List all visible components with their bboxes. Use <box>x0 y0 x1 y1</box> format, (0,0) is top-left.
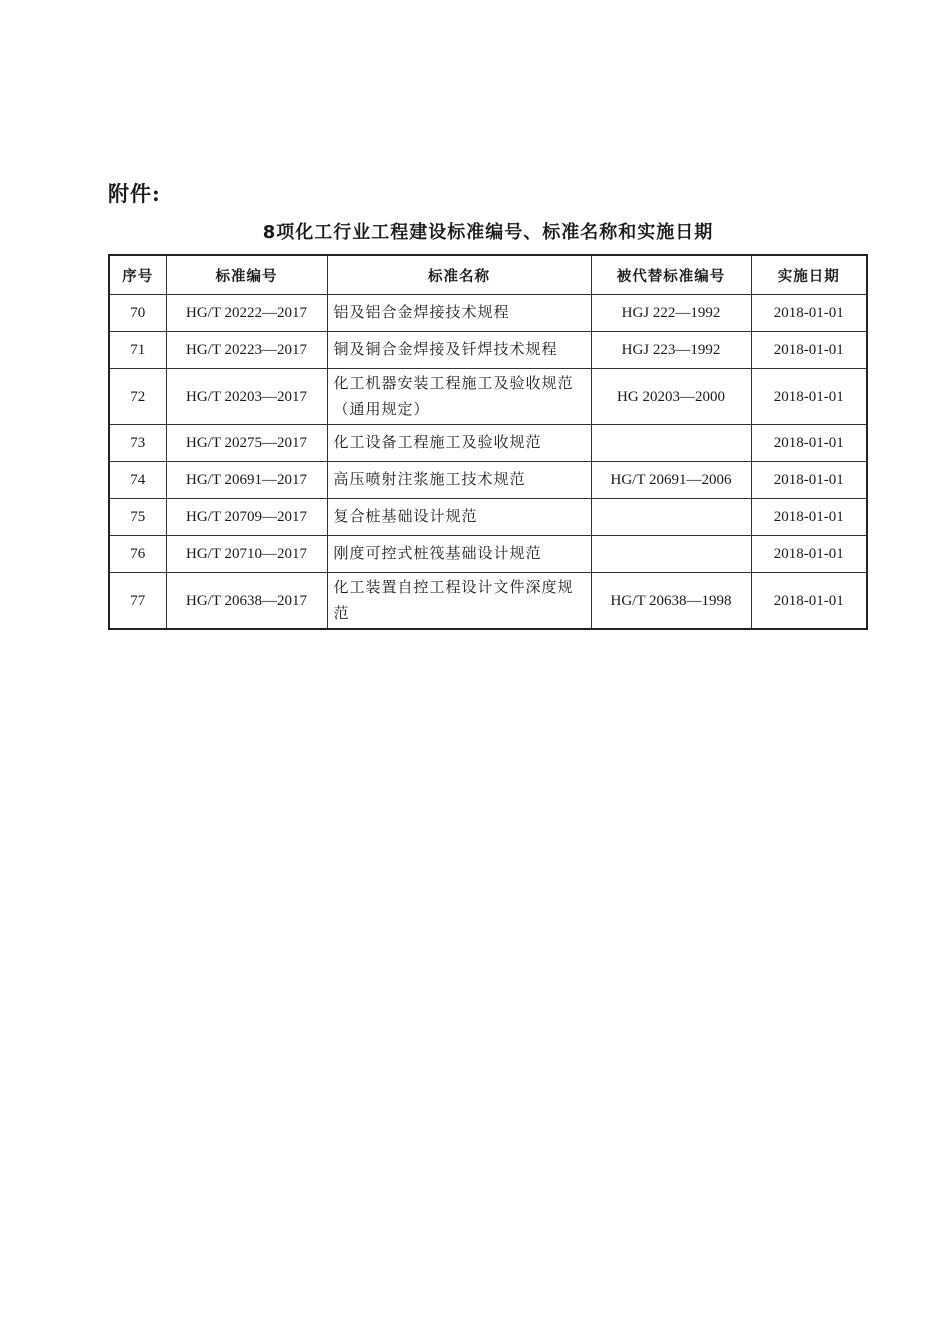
cell-date: 2018-01-01 <box>751 536 867 573</box>
table-row <box>109 462 867 499</box>
cell-code: HG/T 20691—2017 <box>166 462 327 499</box>
cell-name: 化工机器安装工程施工及验收规范（通用规定） <box>327 369 591 425</box>
cell-name: 铝及铝合金焊接技术规程 <box>327 295 591 332</box>
cell-seq: 77 <box>109 573 166 630</box>
cell-seq: 76 <box>109 536 166 573</box>
cell-seq: 71 <box>109 332 166 369</box>
header-replaced: 被代替标准编号 <box>591 255 751 295</box>
cell-code: HG/T 20710—2017 <box>166 536 327 573</box>
cell-seq: 70 <box>109 295 166 332</box>
header-seq: 序号 <box>109 255 166 295</box>
cell-date: 2018-01-01 <box>751 369 867 425</box>
table-row <box>109 536 867 573</box>
cell-code: HG/T 20222—2017 <box>166 295 327 332</box>
table-row <box>109 573 867 630</box>
cell-name: 化工装置自控工程设计文件深度规范 <box>327 573 591 630</box>
table-body <box>109 295 867 630</box>
cell-code: HG/T 20223—2017 <box>166 332 327 369</box>
cell-replaced: HGJ 223—1992 <box>591 332 751 369</box>
cell-code: HG/T 20638—2017 <box>166 573 327 630</box>
header-code: 标准编号 <box>166 255 327 295</box>
cell-replaced <box>591 425 751 462</box>
cell-name: 高压喷射注浆施工技术规范 <box>327 462 591 499</box>
cell-code: HG/T 20709—2017 <box>166 499 327 536</box>
cell-seq: 72 <box>109 369 166 425</box>
cell-code: HG/T 20203—2017 <box>166 369 327 425</box>
table-header <box>109 255 867 295</box>
header-row <box>109 255 867 295</box>
table-row <box>109 425 867 462</box>
cell-name: 铜及铜合金焊接及钎焊技术规程 <box>327 332 591 369</box>
cell-name: 刚度可控式桩筏基础设计规范 <box>327 536 591 573</box>
cell-replaced: HG 20203—2000 <box>591 369 751 425</box>
cell-replaced: HG/T 20638—1998 <box>591 573 751 630</box>
cell-date: 2018-01-01 <box>751 462 867 499</box>
table-row <box>109 295 867 332</box>
table-row <box>109 369 867 425</box>
cell-seq: 73 <box>109 425 166 462</box>
cell-date: 2018-01-01 <box>751 332 867 369</box>
cell-replaced: HGJ 222—1992 <box>591 295 751 332</box>
cell-name: 复合桩基础设计规范 <box>327 499 591 536</box>
cell-replaced: HG/T 20691—2006 <box>591 462 751 499</box>
table-row <box>109 332 867 369</box>
cell-date: 2018-01-01 <box>751 295 867 332</box>
cell-seq: 75 <box>109 499 166 536</box>
cell-replaced <box>591 536 751 573</box>
cell-code: HG/T 20275—2017 <box>166 425 327 462</box>
header-name: 标准名称 <box>327 255 591 295</box>
cell-date: 2018-01-01 <box>751 573 867 630</box>
cell-name: 化工设备工程施工及验收规范 <box>327 425 591 462</box>
standards-table <box>108 254 868 630</box>
header-date: 实施日期 <box>751 255 867 295</box>
table-row <box>109 499 867 536</box>
cell-replaced <box>591 499 751 536</box>
cell-date: 2018-01-01 <box>751 499 867 536</box>
attachment-label: 附件: <box>108 181 161 206</box>
document-title: 8项化工行业工程建设标准编号、标准名称和实施日期 <box>262 222 714 243</box>
cell-date: 2018-01-01 <box>751 425 867 462</box>
cell-seq: 74 <box>109 462 166 499</box>
